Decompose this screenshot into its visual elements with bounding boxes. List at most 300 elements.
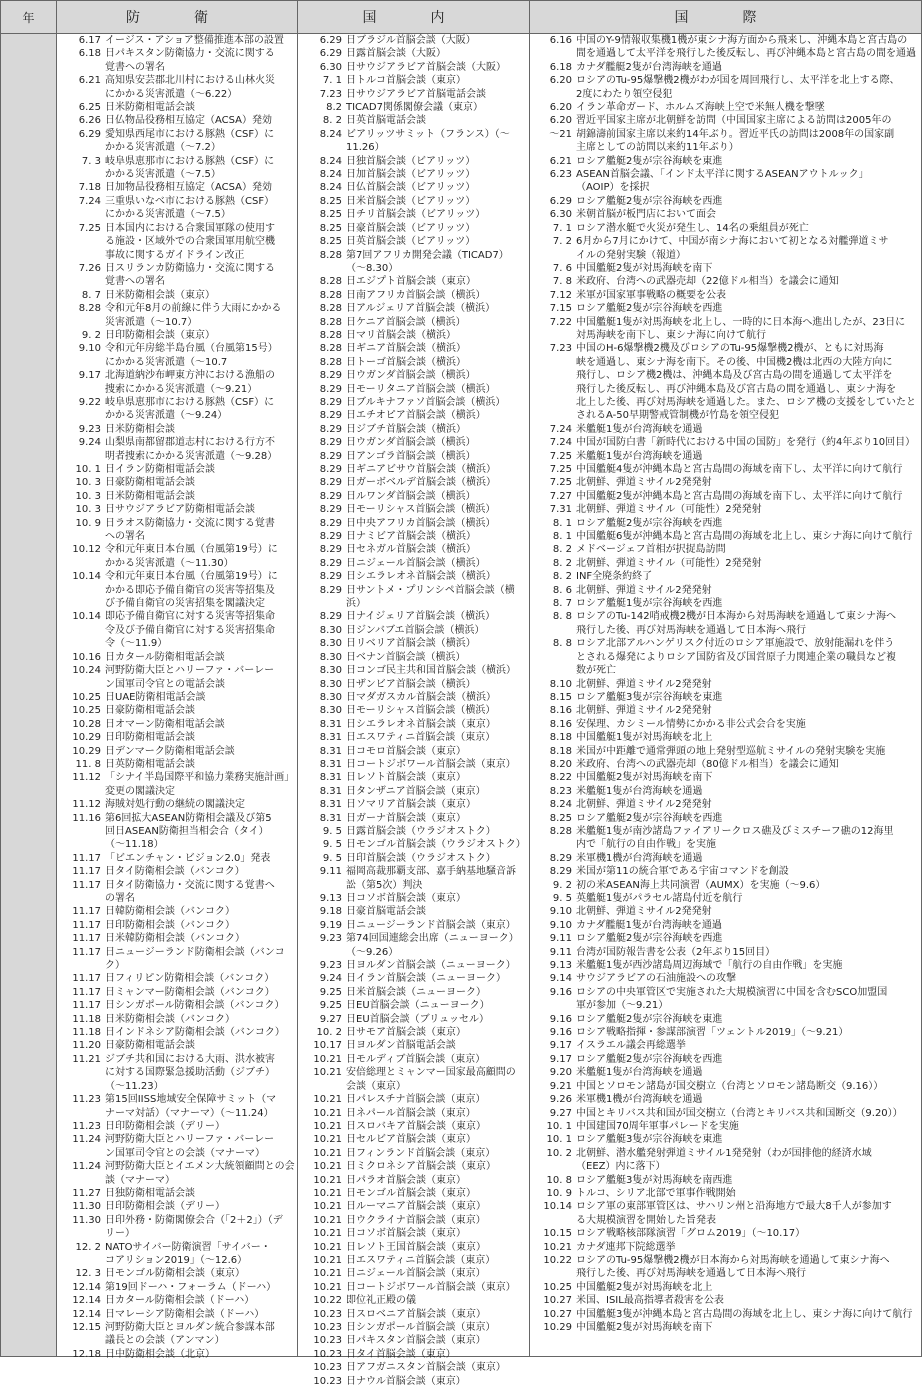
event-text: 日印防衛相会談（デリー） xyxy=(105,1201,225,1213)
defense-event xyxy=(57,852,297,865)
defense-event xyxy=(57,1026,297,1039)
event-date: 7.27 xyxy=(549,490,572,502)
event-text: NATOサイバー防衛演習「サイバー・ コアリション2019」（～12.6） xyxy=(105,1241,271,1266)
event-date: 9. 5 xyxy=(322,839,342,851)
event-date: 7.31 xyxy=(549,504,572,516)
defense-event xyxy=(57,946,297,973)
event-date: 9.14 xyxy=(549,973,572,985)
event-date: 10. 3 xyxy=(75,477,101,489)
event-date: 12.14 xyxy=(72,1295,101,1307)
event-text: イスラエル議会再総選挙 xyxy=(576,1040,686,1052)
domestic-event xyxy=(298,168,529,181)
event-date: 8.31 xyxy=(319,772,342,784)
event-text: サウジアラビアの石油施設への攻撃 xyxy=(576,973,736,985)
event-date: 6.20 xyxy=(549,102,572,114)
domestic-event xyxy=(298,436,529,449)
international-event xyxy=(530,208,921,221)
event-text: 日印首脳会談（ウラジオストク） xyxy=(346,852,496,864)
event-text: 日アフガニスタン首脳会談（東京） xyxy=(346,1362,506,1374)
domestic-event xyxy=(298,409,529,422)
event-date: 6.29 xyxy=(549,195,572,207)
event-text: 日ソマリア首脳会談（東京） xyxy=(346,799,476,811)
event-date: 8.29 xyxy=(319,531,342,543)
domestic-event xyxy=(298,235,529,248)
event-date: 9.21 xyxy=(549,1080,572,1092)
event-date: 8.2 xyxy=(326,102,342,114)
event-text: 中国艦艇3隻が沖縄本島と宮古島間の海域を北上し、東シナ海に向けて航行 xyxy=(576,1308,913,1320)
event-date: 7.18 xyxy=(78,182,101,194)
defense-event xyxy=(57,47,297,74)
event-text: 日ガーナ首脳会談（東京） xyxy=(346,812,466,824)
defense-event xyxy=(57,1348,297,1361)
event-text: ロシアのTu-95爆撃機2機が日本海から対馬海峡を通過して東シナ海へ 飛行した後、再び対馬海峡を通過して日本海へ飛行 xyxy=(576,1254,890,1280)
international-event xyxy=(530,771,921,784)
event-date: 11.17 xyxy=(72,973,101,985)
domestic-event xyxy=(298,1308,529,1321)
event-date: 10.25 xyxy=(72,705,101,717)
domestic-event xyxy=(298,1334,529,1347)
event-date: 8.29 xyxy=(549,866,572,878)
event-text: 日豪首脳電話会談 xyxy=(346,906,426,918)
event-date: 10.21 xyxy=(313,1120,342,1132)
event-text: ロシア艦艇3隻が宗谷海峡を東進 xyxy=(576,1134,723,1146)
international-event xyxy=(530,74,921,101)
domestic-event xyxy=(298,47,529,60)
event-date: 7.25 xyxy=(549,450,572,462)
event-date: 8. 1 xyxy=(552,517,572,529)
defense-event xyxy=(57,771,297,798)
defense-event xyxy=(57,463,297,476)
international-event xyxy=(530,1308,921,1321)
event-text: 日マリ首脳会談（横浜） xyxy=(346,329,456,341)
event-text: 米国が中距離で通常弾頭の地上発射型巡航ミサイルの発射実験を実施 xyxy=(576,745,886,757)
defense-event xyxy=(57,423,297,436)
international-event xyxy=(530,785,921,798)
event-date: 6.29 xyxy=(319,48,342,60)
event-text: 海賊対処行動の継続の閣議決定 xyxy=(105,799,245,811)
event-date: 6.30 xyxy=(549,209,572,221)
event-date: 10.27 xyxy=(543,1308,572,1320)
event-text: 北朝鮮、弾道ミサイル（可能性）2発発射 xyxy=(576,557,762,569)
event-text: 日ナミビア首脳会談（横浜） xyxy=(346,531,476,543)
event-text: 第7回アフリカ開発会議（TICAD7） （～8.30） xyxy=(346,249,509,274)
international-event xyxy=(530,919,921,932)
domestic-event xyxy=(298,195,529,208)
event-text: 日シンガポール防衛相会談（バンコク） xyxy=(105,1000,285,1012)
event-text: TICAD7関係閣僚会議（東京） xyxy=(346,102,483,114)
event-date: 10.15 xyxy=(543,1228,572,1240)
event-text: 米艦艇1隻が台湾海峡を通過 xyxy=(576,1067,703,1079)
event-date: 9.23 xyxy=(319,960,342,972)
international-event xyxy=(530,235,921,262)
international-event xyxy=(530,530,921,543)
domestic-event xyxy=(298,1013,529,1026)
event-text: 令和元年東日本台風（台風第19号）に かかる即応予備自衛官の災害等招集及 び予備自衛官の災害招集を閣議決定 xyxy=(105,571,278,610)
event-date: 7. 1 xyxy=(552,222,572,234)
event-date: 10. 1 xyxy=(75,464,101,475)
event-text: 令和元年8月の前線に伴う大雨にかかる 災害派遣（～10.7） xyxy=(105,303,282,328)
defense-event xyxy=(57,222,297,262)
defense-event xyxy=(57,972,297,985)
event-text: ロシア艦艇1隻が宗谷海峡を西進 xyxy=(576,598,723,610)
event-text: 日スロベニア首脳会談（東京） xyxy=(346,1308,486,1320)
event-date: 9.22 xyxy=(78,396,101,408)
defense-event xyxy=(57,879,297,906)
domestic-event xyxy=(298,1174,529,1187)
domestic-event xyxy=(298,637,529,650)
defense-event xyxy=(57,396,297,423)
event-text: ロシア艦艇2隻が宗谷海峡を西進 xyxy=(576,303,723,315)
event-date: 8.28 xyxy=(319,316,342,328)
event-text: 日サウジアラビア防衛相電話会談 xyxy=(105,504,255,516)
event-date: 10.21 xyxy=(313,1094,342,1106)
international-event xyxy=(530,1066,921,1079)
international-event xyxy=(530,34,921,61)
event-date: 10.23 xyxy=(313,1322,342,1333)
domestic-event xyxy=(298,1200,529,1213)
event-text: 中国艦艇4隻が沖縄本島と宮古島間の海域を南下し、太平洋に向けて航行 xyxy=(576,464,903,475)
event-text: 日仏首脳会談（ビアリッツ） xyxy=(346,182,476,194)
event-date: 7. 3 xyxy=(81,155,101,167)
event-text: 日エジプト首脳会談（東京） xyxy=(346,276,476,288)
event-date: 9.11 xyxy=(549,933,572,945)
event-date: 8.24 xyxy=(549,799,572,811)
defense-event xyxy=(57,1133,297,1160)
domestic-header: 国 内 xyxy=(298,1,530,34)
event-text: 米国、ISIL最高指導者殺害を公表 xyxy=(576,1295,724,1307)
event-text: 米朝首脳が板門店において面会 xyxy=(576,209,716,221)
international-event xyxy=(530,691,921,704)
domestic-event xyxy=(298,1254,529,1267)
event-date: 8.16 xyxy=(549,705,572,717)
domestic-event xyxy=(298,825,529,838)
year-column xyxy=(1,34,57,1357)
event-date: 10.21 xyxy=(313,1214,342,1226)
event-date: 7.23 xyxy=(549,343,572,355)
domestic-event xyxy=(298,1026,529,1039)
event-date: 10.14 xyxy=(72,571,101,583)
international-event xyxy=(530,879,921,892)
event-date: 9.27 xyxy=(549,1107,572,1119)
event-date: 10.21 xyxy=(543,1241,572,1253)
event-date: 9.17 xyxy=(549,1040,572,1052)
international-event xyxy=(530,584,921,597)
event-text: 日米首脳会談（ビアリッツ） xyxy=(346,195,476,207)
event-date: 7.23 xyxy=(319,88,342,100)
event-date: 8.20 xyxy=(549,758,572,770)
defense-event xyxy=(57,812,297,852)
international-event xyxy=(530,476,921,489)
domestic-event xyxy=(298,61,529,74)
event-text: 米軍機1機が台湾海峡を通過 xyxy=(576,1094,703,1106)
event-text: 日オマーン防衛相電話会談 xyxy=(105,718,225,730)
event-text: 河野防衛大臣とヨルダン統合参謀本部 議長との会談（アンマン） xyxy=(105,1322,275,1347)
international-event xyxy=(530,1174,921,1187)
event-text: 北朝鮮、潜水艦発射弾道ミサイル1発発射（わが国排他的経済水域 （EEZ）内に落下） xyxy=(576,1147,872,1173)
event-date: 8.31 xyxy=(319,812,342,824)
domestic-event xyxy=(298,476,529,489)
event-text: 日コモロ首脳会談（東京） xyxy=(346,745,466,757)
event-text: 中国建国70周年軍事パレードを実施 xyxy=(576,1120,739,1132)
event-text: 日ルーマニア首脳会談（東京） xyxy=(346,1201,486,1213)
defense-event xyxy=(57,919,297,932)
event-date: 10.21 xyxy=(313,1134,342,1146)
event-date: 8.29 xyxy=(319,571,342,583)
international-event xyxy=(530,302,921,315)
event-date: 10.21 xyxy=(313,1174,342,1186)
event-text: 米政府、台湾への武器売却（22億ドル相当）を議会に通知 xyxy=(576,276,839,288)
event-text: 日ケニア首脳会談（横浜） xyxy=(346,316,466,328)
event-date: 8.30 xyxy=(319,665,342,677)
event-text: 中国が国防白書「新時代における中国の国防」を発行（約4年ぶり10回目） xyxy=(576,437,916,449)
event-text: 中国艦艇1隻が対馬海峡を北上し、一時的に日本海へ進出したが、23日に 対馬海峡を南下し、東シナ海に向けて航行 xyxy=(576,316,906,341)
domestic-event xyxy=(298,812,529,825)
international-event xyxy=(530,1227,921,1240)
defense-event xyxy=(57,34,297,47)
international-event xyxy=(530,959,921,972)
event-date: 9. 5 xyxy=(552,893,572,904)
event-text: 日エスワティニ首脳会談（東京） xyxy=(346,732,496,744)
event-date: 8. 2 xyxy=(552,557,572,569)
event-text: 日独防衛相電話会談 xyxy=(105,1187,195,1199)
event-date: 12.14 xyxy=(72,1281,101,1293)
event-date: 12.18 xyxy=(72,1348,101,1360)
event-text: ASEAN首脳会議、「インド太平洋に関するASEANアウトルック」 （AOIP）を採択 xyxy=(576,169,869,194)
defense-event xyxy=(57,999,297,1012)
event-text: 日モンゴル首脳会談（ウラジオストク） xyxy=(346,839,526,851)
international-event xyxy=(530,1093,921,1106)
event-date: 8.23 xyxy=(549,785,572,797)
event-date: 10.21 xyxy=(313,1053,342,1065)
defense-event xyxy=(57,289,297,302)
event-date: 8. 2 xyxy=(322,115,342,127)
event-date: 11.23 xyxy=(72,1094,101,1106)
event-text: 中国とソロモン諸島が国交樹立（台湾とソロモン諸島断交（9.16）） xyxy=(576,1080,884,1092)
event-text: メドベージェフ首相が択捉島訪問 xyxy=(576,544,726,556)
event-date: 8.15 xyxy=(549,691,572,703)
defense-event xyxy=(57,798,297,811)
event-text: 中国艦艇2隻が対馬海峡を南下 xyxy=(576,772,713,784)
event-text: 英艦艇1隻がパラセル諸島付近を航行 xyxy=(576,893,743,904)
event-text: ロシア艦艇2隻が宗谷海峡を東進 xyxy=(576,1013,723,1025)
event-text: 中国のH-6爆撃機2機及びロシアのTu-95爆撃機2機が、ともに対馬海 峡を通過し、東シナ海を南下。その後、中国機2機は北西の大陸方向に 飛行し、ロシア機2機は、沖縄本島及び宮古島の間を通過して太平洋を 飛行した後反転し、再び沖縄本島及び宮古島の間を通過し、東シナ海を 北上した後、再び対馬海峡を通過した。また、ロシア機の支援をしていたと されるA-50早期警戒管制機が竹島を領空侵犯 xyxy=(576,343,916,422)
event-text: 高知県安芸郡北川村における山林火災 にかかる災害派遣（～6.22） xyxy=(105,75,275,100)
defense-event xyxy=(57,155,297,182)
international-event xyxy=(530,758,921,771)
international-event xyxy=(530,423,921,436)
event-date: 10. 1 xyxy=(546,1120,572,1132)
defense-event xyxy=(57,543,297,570)
event-text: 日デンマーク防衛相電話会談 xyxy=(105,745,235,757)
domestic-event xyxy=(298,584,529,611)
domestic-event xyxy=(298,517,529,530)
defense-event xyxy=(57,691,297,704)
event-date: 8.30 xyxy=(319,705,342,717)
event-date: 7.25 xyxy=(78,222,101,234)
defense-header: 防 衛 xyxy=(57,1,298,34)
event-text: 河野防衛大臣とハリーファ・バーレー ン国軍司令官との会談（マナーマ） xyxy=(105,1134,275,1159)
domestic-event xyxy=(298,208,529,221)
defense-event xyxy=(57,181,297,194)
domestic-event xyxy=(298,838,529,851)
domestic-event xyxy=(298,1227,529,1240)
event-text: 日リベリア首脳会談（横浜） xyxy=(346,638,476,650)
event-text: 日アルジェリア首脳会談（横浜） xyxy=(346,303,496,315)
domestic-event xyxy=(298,181,529,194)
domestic-event xyxy=(298,88,529,101)
defense-event xyxy=(57,570,297,610)
event-date: 9.17 xyxy=(78,370,101,382)
defense-event xyxy=(57,1321,297,1348)
domestic-event xyxy=(298,1120,529,1133)
domestic-event xyxy=(298,1375,529,1388)
domestic-event xyxy=(298,718,529,731)
event-date: 10. 3 xyxy=(75,490,101,502)
international-event xyxy=(530,1187,921,1200)
event-text: 日パキスタン首脳会談（東京） xyxy=(346,1335,486,1347)
event-date: 10.23 xyxy=(313,1375,342,1387)
event-text: 日モーリタニア首脳会談（横浜） xyxy=(346,383,496,395)
event-date: 10. 2 xyxy=(316,1027,342,1039)
event-text: 米国が第11の統合軍である宇宙コマンドを創設 xyxy=(576,866,789,878)
event-text: 日ザンビア首脳会談（横浜） xyxy=(346,678,476,690)
event-text: 岐阜県恵那市における豚熱（CSF）に かかる災害派遣（～9.24） xyxy=(105,396,275,422)
event-text: 日米防衛相会談 xyxy=(105,423,175,435)
international-event xyxy=(530,1013,921,1026)
event-text: 日米首脳会談（ニューヨーク） xyxy=(346,986,486,998)
event-date: 11.20 xyxy=(72,1040,101,1052)
event-date: 8.30 xyxy=(319,678,342,690)
event-date: 8.25 xyxy=(319,222,342,234)
event-text: 日印防衛相会談（東京） xyxy=(105,329,215,341)
event-text: 米政府、台湾への武器売却（80億ドル相当）を議会に通知 xyxy=(576,758,839,770)
defense-event xyxy=(57,1294,297,1307)
international-event xyxy=(530,825,921,852)
event-date: 12.15 xyxy=(72,1322,101,1333)
event-date: 6.29 xyxy=(78,128,101,140)
event-text: カナダ艦艇2隻が台湾海峡を通過 xyxy=(576,61,722,73)
event-date: 8.10 xyxy=(549,678,572,690)
domestic-event xyxy=(298,570,529,583)
event-text: 中国のY-9情報収集機1機が東シナ海方面から飛来し、沖縄本島と宮古島の 間を通過して太平洋を飛行した後反転し、再び沖縄本島と宮古島の間を通過 xyxy=(576,35,916,60)
event-date: 8.29 xyxy=(319,477,342,489)
event-text: 日ヨルダン首脳会談（ニューヨーク） xyxy=(346,960,516,972)
event-text: 日タンザニア首脳会談（東京） xyxy=(346,785,486,797)
international-event xyxy=(530,865,921,878)
international-event xyxy=(530,610,921,637)
domestic-event xyxy=(298,275,529,288)
event-date: 8.29 xyxy=(319,423,342,435)
international-event xyxy=(530,932,921,945)
event-date: 8.28 xyxy=(78,303,101,315)
international-event xyxy=(530,812,921,825)
domestic-event xyxy=(298,1348,529,1361)
event-date: 6.20 xyxy=(549,75,572,87)
event-text: 日シエラレオネ首脳会談（横浜） xyxy=(346,571,496,583)
event-date: 10.12 xyxy=(72,544,101,556)
defense-event xyxy=(57,517,297,544)
event-date: 10. 1 xyxy=(546,1134,572,1146)
event-text: 日ギニア首脳会談（横浜） xyxy=(346,343,466,355)
international-event xyxy=(530,316,921,343)
defense-event xyxy=(57,1187,297,1200)
event-date: 9.17 xyxy=(549,1053,572,1065)
event-text: 日露首脳会談（ウラジオストク） xyxy=(346,825,496,837)
domestic-event xyxy=(298,919,529,932)
event-text: 日EU首脳会談（ニューヨーク） xyxy=(346,1000,490,1012)
event-date: 6.20 xyxy=(549,115,572,127)
international-event xyxy=(530,1026,921,1039)
domestic-event xyxy=(298,1093,529,1106)
event-text: 日レソト王国首脳会談（東京） xyxy=(346,1241,486,1253)
defense-event xyxy=(57,101,297,114)
international-event xyxy=(530,289,921,302)
event-text: 日ウガンダ首脳会談（横浜） xyxy=(346,370,476,382)
event-date: 10.21 xyxy=(313,1228,342,1240)
event-text: 日エスワティニ首脳会談（東京） xyxy=(346,1254,496,1266)
domestic-event xyxy=(298,852,529,865)
domestic-event xyxy=(298,1107,529,1120)
event-date: 7.24 xyxy=(78,195,101,207)
event-text: 安保理、カシミール情勢にかかる非公式会合を実施 xyxy=(576,718,806,730)
event-date: 10.21 xyxy=(313,1067,342,1079)
event-date: 8. 7 xyxy=(81,289,101,301)
domestic-event xyxy=(298,101,529,114)
event-text: 令和元年東日本台風（台風第19号）に かかる災害派遣（～11.30） xyxy=(105,544,278,569)
defense-event xyxy=(57,503,297,516)
event-text: 日コソボ首脳会談（東京） xyxy=(346,893,466,904)
international-event xyxy=(530,704,921,717)
defense-event xyxy=(57,664,297,691)
event-text: 日タイ防衛相会談（バンコク） xyxy=(105,866,245,878)
event-text: 日トルコ首脳会談（東京） xyxy=(346,75,466,87)
event-date: 11. 8 xyxy=(75,758,101,770)
event-text: 令和元年房総半島台風（台風第15号） にかかる災害派遣（～10.7 xyxy=(105,343,278,368)
event-date: 11.27 xyxy=(72,1187,101,1199)
event-date: 7.25 xyxy=(549,464,572,475)
event-text: 日ブルキナファソ首脳会談（横浜） xyxy=(346,396,506,408)
defense-event xyxy=(57,1013,297,1026)
event-text: 日イラン首脳会談（ニューヨーク） xyxy=(346,973,506,985)
event-text: 日印外務・防衛閣僚会合（「2＋2」）（デ リー） xyxy=(105,1214,283,1240)
event-text: カナダ艦艇1隻が台湾海峡を通過 xyxy=(576,919,722,931)
event-text: ロシア艦艇2隻が宗谷海峡を西進 xyxy=(576,812,723,824)
event-text: 日英防衛相電話会談 xyxy=(105,758,195,770)
event-date: 10. 9 xyxy=(75,517,101,529)
event-date: 8.29 xyxy=(319,370,342,382)
event-date: 10.21 xyxy=(313,1147,342,1159)
event-date: 9.18 xyxy=(319,906,342,918)
domestic-event xyxy=(298,463,529,476)
event-date: 7.12 xyxy=(549,289,572,301)
event-date: 9.20 xyxy=(549,1067,572,1079)
domestic-event xyxy=(298,302,529,315)
event-date: 8.28 xyxy=(319,329,342,341)
event-date: 8.22 xyxy=(549,772,572,784)
event-date: 6.18 xyxy=(549,61,572,73)
defense-event xyxy=(57,610,297,650)
event-date: 8.28 xyxy=(319,356,342,368)
event-text: ロシア艦艇2隻が宗谷海峡を西進 xyxy=(576,517,723,529)
event-text: ロシア北部アルハンゲリスク付近のロシア軍施設で、放射能漏れを伴う とされる爆発によりロシア国防省及び国営原子力関連企業の職員など複 数が死亡 xyxy=(576,638,896,677)
international-event xyxy=(530,1053,921,1066)
event-text: 「シナイ半島国際平和協力業務実施計画」 変更の閣議決定 xyxy=(105,772,295,797)
event-date: 6.30 xyxy=(319,61,342,73)
international-event xyxy=(530,342,921,422)
event-date: 8.29 xyxy=(319,410,342,422)
event-text: 即位礼正殿の儀 xyxy=(346,1295,416,1307)
event-date: 7. 8 xyxy=(552,276,572,288)
